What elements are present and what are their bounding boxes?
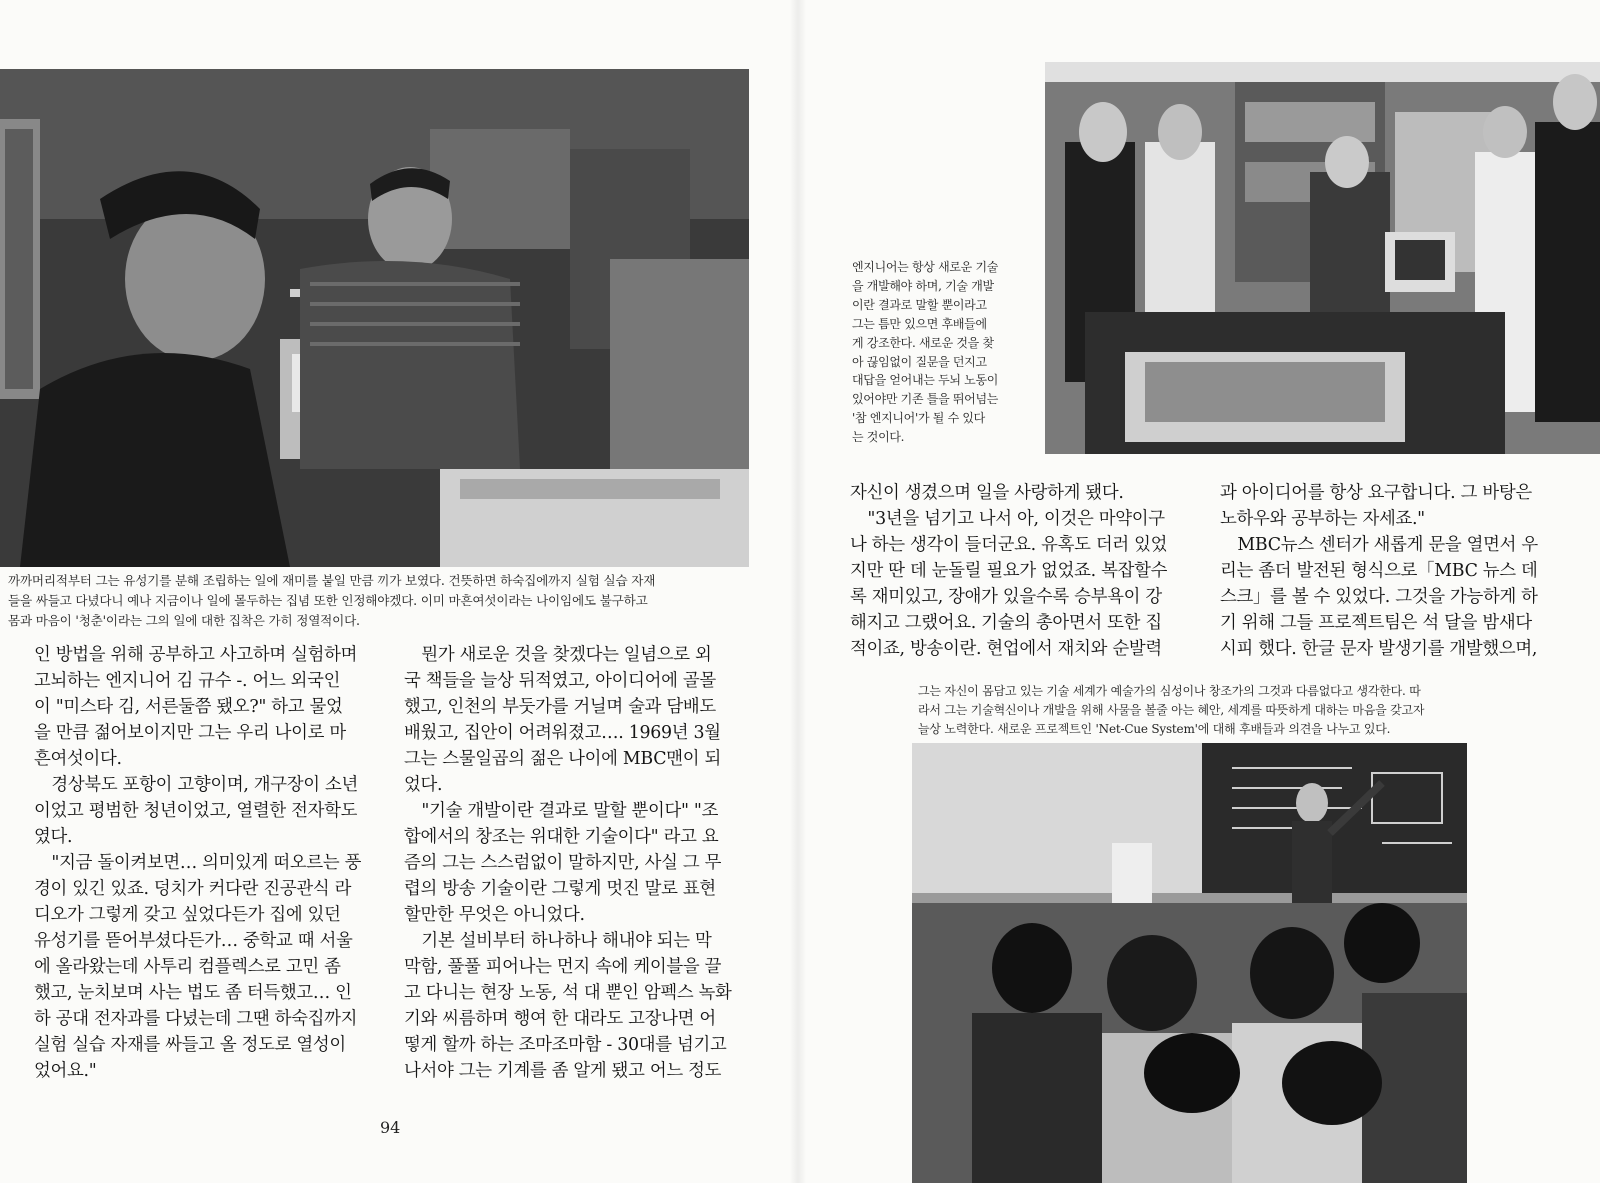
caption-line: 라서 그는 기술혁신이나 개발을 위해 사물을 볼줄 아는 혜안, 세계를 따뜻하게 대하는 마음을 갖고자 <box>918 703 1425 717</box>
right-column-2 <box>1220 480 1538 662</box>
text-line: 떻게 할까 하는 조마조마함 - 30대를 넘기고 <box>404 1035 727 1055</box>
classroom-photo <box>912 743 1467 1183</box>
engineers-workbench-photo <box>1045 62 1600 454</box>
right-column-1 <box>850 480 1167 662</box>
caption-line: 까까머리적부터 그는 유성기를 분해 조립하는 일에 재미를 붙일 만큼 끼가 보였다. 건뜻하면 하숙집에까지 실험 실습 자재 <box>8 573 656 588</box>
caption-line: 그는 틈만 있으면 후배들에 <box>852 316 987 331</box>
text-line: 인 방법을 위해 공부하고 사고하며 실험하며 <box>34 645 358 665</box>
lower-photo-caption <box>918 682 1424 739</box>
text-line: 막함, 풀풀 피어나는 먼지 속에 케이블을 끌 <box>404 957 722 977</box>
caption-line: 있어야만 기존 틀을 뛰어넘는 <box>852 392 999 407</box>
text-line: 리는 좀더 발전된 형식으로「MBC 뉴스 데 <box>1220 561 1538 581</box>
caption-line: '참 엔지니어'가 될 수 있다 <box>852 411 985 426</box>
caption-line: 아 끊임없이 질문을 던지고 <box>852 354 987 369</box>
text-line: 배웠고, 집안이 어려워졌고…. 1969년 3월 <box>404 723 721 743</box>
text-line: 이었고 평범한 청년이었고, 열렬한 전자학도 <box>34 801 358 821</box>
caption-line: 늘상 노력한다. 새로운 프로젝트인 'Net-Cue System'에 대해 후배들과 의견을 나누고 있다. <box>918 722 1391 736</box>
caption-line: 대답을 얻어내는 두뇌 노동이 <box>852 373 999 388</box>
caption-line: 그는 자신이 몸담고 있는 기술 세계가 예술가의 심성이나 창조가의 그것과 다름없다고 생각한다. 따 <box>918 684 1421 698</box>
text-line: 에 올라왔는데 사투리 컴플렉스로 고민 좀 <box>34 957 341 977</box>
text-line: 적이죠, 방송이란. 현업에서 재치와 순발력 <box>850 639 1162 659</box>
text-line: 기 위해 그들 프로젝트팀은 석 달을 밤새다 <box>1220 613 1532 633</box>
text-line: 었다. <box>404 775 443 795</box>
caption-line: 을 개발해야 하며, 기술 개발 <box>852 278 994 293</box>
left-photo-caption <box>8 571 655 631</box>
text-line: 기와 씨름하며 행여 한 대라도 고장나면 어 <box>404 1009 716 1029</box>
text-line: 렵의 방송 기술이란 그렇게 멋진 말로 표현 <box>404 879 716 899</box>
text-line: 자신이 생겼으며 일을 사랑하게 됐다. <box>850 483 1124 503</box>
text-line: 지만 딴 데 눈돌릴 필요가 없었죠. 복잡할수 <box>850 561 1168 581</box>
text-line: 노하우와 공부하는 자세죠." <box>1220 509 1425 529</box>
caption-line: 몸과 마음이 '청춘'이라는 그의 일에 대한 집착은 가히 정열적이다. <box>8 613 360 628</box>
text-line: 나 하는 생각이 들더군요. 유혹도 더러 있었 <box>850 535 1168 555</box>
text-line: 국 책들을 늘상 뒤적였고, 아이디어에 골몰 <box>404 671 716 691</box>
caption-line: 이란 결과로 말할 뿐이라고 <box>852 297 987 312</box>
text-line: 흔여섯이다. <box>34 749 122 769</box>
caption-line: 엔지니어는 항상 새로운 기술 <box>852 260 999 274</box>
side-photo-caption <box>852 258 998 447</box>
text-line: 했고, 눈치보며 사는 법도 좀 터득했고… 인 <box>34 983 352 1003</box>
engineers-lab-photo <box>0 69 749 567</box>
text-line: 고뇌하는 엔지니어 김 규수 -. 어느 외국인 <box>34 671 341 691</box>
text-line: "지금 돌이켜보면… 의미있게 떠오르는 풍 <box>51 853 362 873</box>
text-line: 경이 있긴 있죠. 덩치가 커다란 진공관식 라 <box>34 879 352 899</box>
text-line: 유성기를 뜯어부셨다든가… 중학교 때 서울 <box>34 931 353 951</box>
text-line: 할만한 무엇은 아니었다. <box>404 905 585 925</box>
text-line: 디오가 그렇게 갖고 싶었다든가 집에 있던 <box>34 905 341 925</box>
page-gutter <box>790 0 806 1183</box>
text-line: 기본 설비부터 하나하나 해내야 되는 막 <box>421 931 712 951</box>
text-line: 록 재미있고, 장애가 있을수록 승부욕이 강 <box>850 587 1162 607</box>
text-line: 실험 실습 자재를 싸들고 올 정도로 열성이 <box>34 1035 346 1055</box>
text-line: 경상북도 포항이 고향이며, 개구장이 소년 <box>51 775 359 795</box>
text-line: 그는 스물일곱의 젊은 나이에 MBC맨이 되 <box>404 749 721 769</box>
text-line: 나서야 그는 기계를 좀 알게 됐고 어느 정도 <box>404 1061 722 1081</box>
left-column-2 <box>404 642 732 1084</box>
left-column-1 <box>34 642 361 1084</box>
page-number: 94 <box>380 1118 401 1137</box>
text-line: 시피 했다. 한글 문자 발생기를 개발했으며, <box>1220 639 1538 659</box>
caption-line: 게 강조한다. 새로운 것을 찾 <box>852 335 994 350</box>
caption-line: 들을 싸들고 다녔다니 예나 지금이나 일에 몰두하는 집념 또한 인정해야겠다. 이미 마흔여섯이라는 나이임에도 불구하고 <box>8 593 648 608</box>
text-line: 스크」를 볼 수 있었다. 그것을 가능하게 하 <box>1220 587 1538 607</box>
text-line: 했고, 인천의 부둣가를 거닐며 술과 담배도 <box>404 697 716 717</box>
text-line: 과 아이디어를 항상 요구합니다. 그 바탕은 <box>1220 483 1532 503</box>
text-line: 였다. <box>34 827 73 847</box>
text-line: 하 공대 전자과를 다녔는데 그땐 하숙집까지 <box>34 1009 358 1029</box>
text-line: 뭔가 새로운 것을 찾겠다는 일념으로 외 <box>421 645 712 665</box>
caption-line: 는 것이다. <box>852 430 905 445</box>
text-line: 해지고 그랬어요. 기술의 총아면서 또한 집 <box>850 613 1162 633</box>
text-line: 을 만큼 젊어보이지만 그는 우리 나이로 마 <box>34 723 346 743</box>
text-line: 즘의 그는 스스럼없이 말하지만, 사실 그 무 <box>404 853 722 873</box>
text-line: "기술 개발이란 결과로 말할 뿐이다" "조 <box>421 801 719 821</box>
text-line: "3년을 넘기고 나서 아, 이것은 마약이구 <box>867 509 1165 529</box>
text-line: 이 "미스타 김, 서른둘쯤 됐오?" 하고 물었 <box>34 697 343 717</box>
text-line: 합에서의 창조는 위대한 기술이다" 라고 요 <box>404 827 719 847</box>
text-line: 었어요." <box>34 1061 97 1081</box>
text-line: MBC뉴스 센터가 새롭게 문을 열면서 우 <box>1237 535 1538 555</box>
text-line: 고 다니는 현장 노동, 석 대 뿐인 암펙스 녹화 <box>404 983 732 1003</box>
